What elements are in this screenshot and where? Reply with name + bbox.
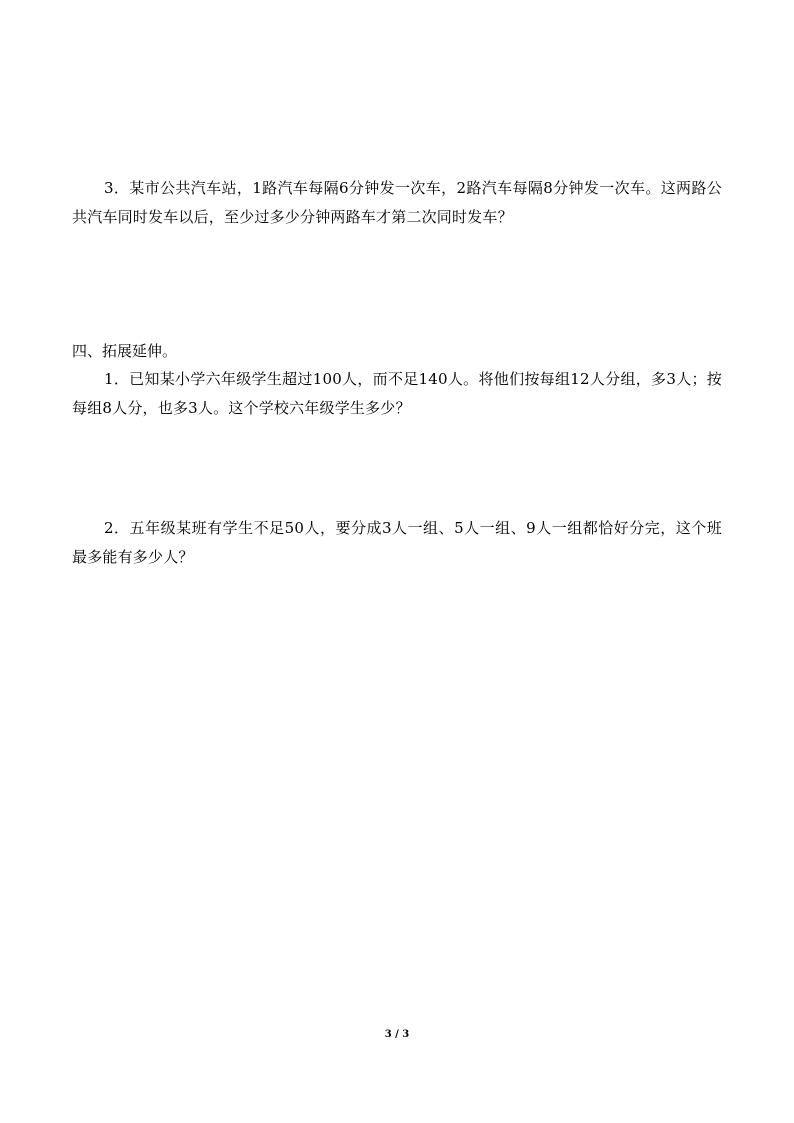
section-4-problem-1-text: 1．已知某小学六年级学生超过100人，而不足140人。将他们按每组12人分组，多3人；按每组8人分，也多3人。这个学校六年级学生多少？ <box>72 370 722 417</box>
problem-3-text: 3．某市公共汽车站，1路汽车每隔6分钟发一次车，2路汽车每隔8分钟发一次车。这两路公共汽车同时发车以后，至少过多少分钟两路车才第二次同时发车？ <box>72 179 722 226</box>
section-4-problem-2-text: 2．五年级某班有学生不足50人，要分成3人一组、5人一组、9人一组都恰好分完，这个班最多能有多少人？ <box>72 519 722 566</box>
section-4-heading: 四、拓展延伸。 <box>72 342 178 360</box>
page-number: 3 / 3 <box>384 1029 410 1040</box>
